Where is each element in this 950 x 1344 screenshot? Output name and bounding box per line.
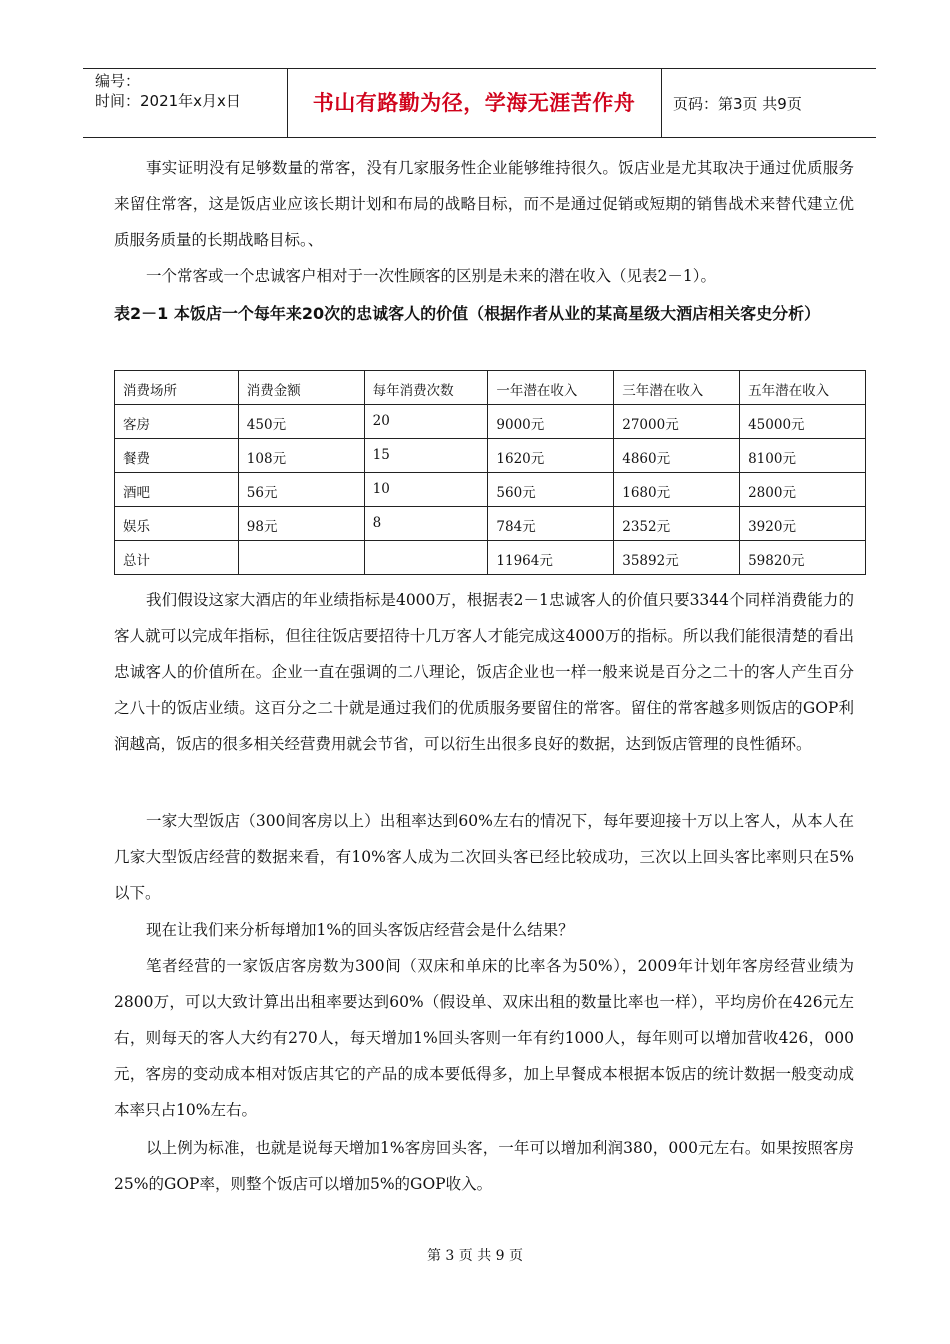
table-cell: 20 (364, 405, 488, 439)
table-header-cell: 一年潜在收入 (488, 371, 614, 405)
number-label: 编号： (95, 72, 141, 90)
paragraph: 事实证明没有足够数量的常客，没有几家服务性企业能够维持很久。饭店业是尤其取决于通过优质服务来留住常客，这是饭店业应该长期计划和布局的战略目标，而不是通过促销或短期的销售战术来替代建立优质服务质量的长期战略目标。、 (114, 159, 854, 249)
table-cell: 450元 (238, 405, 364, 439)
table-cell: 9000元 (488, 405, 614, 439)
page-footer: 第 3 页 共 9 页 (426, 1248, 524, 1264)
table-header-cell: 五年潜在收入 (740, 371, 866, 405)
paragraph: 一家大型饭店（300间客房以上）出租率达到60%左右的情况下，每年要迎接十万以上客人，从本人在几家大型饭店经营的数据来看，有10%客人成为二次回头客已经比较成功，三次以上回头客比率则只在5%以下。 (114, 812, 854, 902)
table-cell: 10 (364, 473, 488, 507)
table-header-cell: 消费金额 (238, 371, 364, 405)
table-cell: 560元 (488, 473, 614, 507)
table-cell: 784元 (488, 507, 614, 541)
table-header-cell: 三年潜在收入 (614, 371, 740, 405)
table-row (115, 507, 866, 541)
table-cell: 酒吧 (115, 473, 239, 507)
table-cell: 2800元 (740, 473, 866, 507)
table-cell: 餐费 (115, 439, 239, 473)
table-row (115, 439, 866, 473)
table-cell: 8100元 (740, 439, 866, 473)
table-total-row (115, 541, 866, 575)
table-cell: 3920元 (740, 507, 866, 541)
table-cell (238, 541, 364, 575)
table-caption: 表2－1 本饭店一个每年来20次的忠诚客人的价值（根据作者从业的某高星级大酒店相关客史分析） (114, 304, 821, 323)
header-motto: 书山有路勤为径，学海无涯苦作舟 (312, 91, 636, 115)
header-divider (287, 69, 288, 137)
table-cell: 27000元 (614, 405, 740, 439)
paragraph: 我们假设这家大酒店的年业绩指标是4000万，根据表2－1忠诚客人的价值只要3344个同样消费能力的客人就可以完成年指标，但往往饭店要招待十几万客人才能完成这4000万的指标。所以我们能很清楚的看出忠诚客人的价值所在。企业一直在强调的二八理论，饭店企业也一样一般来说是百分之二十的客人产生百分之八十的饭店业绩。这百分之二十就是通过我们的优质服务要留住的常客。留住的常客越多则饭店的GOP利润越高，饭店的很多相关经营费用就会节省，可以衍生出很多良好的数据，达到饭店管理的良性循环。 (114, 591, 854, 753)
table-header-cell: 每年消费次数 (364, 371, 488, 405)
table-cell: 1680元 (614, 473, 740, 507)
table-row (115, 473, 866, 507)
table-cell: 1620元 (488, 439, 614, 473)
table-cell: 8 (364, 507, 488, 541)
table-cell: 45000元 (740, 405, 866, 439)
table-cell: 35892元 (614, 541, 740, 575)
table-cell: 98元 (238, 507, 364, 541)
table-cell (364, 541, 488, 575)
table-row (115, 405, 866, 439)
table-cell: 59820元 (740, 541, 866, 575)
header-meta (95, 71, 290, 111)
table-cell: 娱乐 (115, 507, 239, 541)
table-cell: 2352元 (614, 507, 740, 541)
table-header-cell: 消费场所 (115, 371, 239, 405)
table-cell: 15 (364, 439, 488, 473)
paragraph: 笔者经营的一家饭店客房数为300间（双床和单床的比率各为50%），2009年计划年客房经营业绩为2800万，可以大致计算出出租率要达到60%（假设单、双床出租的数量比率也一样），平均房价在426元左右，则每天的客人大约有270人，每天增加1%回头客则一年有约1000人，每年则可以增加营收426，000元，客房的变动成本相对饭店其它的产品的成本要低得多，加上早餐成本根据本饭店的统计数据一般变动成本率只占10%左右。 (114, 957, 854, 1119)
table-cell: 108元 (238, 439, 364, 473)
table-cell: 56元 (238, 473, 364, 507)
header-divider (661, 69, 662, 137)
value-table (114, 370, 866, 575)
table-header-row (115, 371, 866, 405)
paragraph: 一个常客或一个忠诚客户相对于一次性顾客的区别是未来的潜在收入（见表2－1）。 (146, 267, 716, 285)
table-cell: 总计 (115, 541, 239, 575)
table-cell: 4860元 (614, 439, 740, 473)
header-page-label: 页码：第3页 共9页 (673, 95, 802, 113)
page-header (83, 68, 876, 138)
time-label: 时间：2021年x月x日 (95, 92, 241, 110)
table-cell: 客房 (115, 405, 239, 439)
table-cell: 11964元 (488, 541, 614, 575)
paragraph: 现在让我们来分析每增加1%的回头客饭店经营会是什么结果？ (146, 921, 574, 939)
paragraph: 以上例为标准，也就是说每天增加1%客房回头客，一年可以增加利润380，000元左右。如果按照客房25%的GOP率，则整个饭店可以增加5%的GOP收入。 (114, 1139, 854, 1193)
